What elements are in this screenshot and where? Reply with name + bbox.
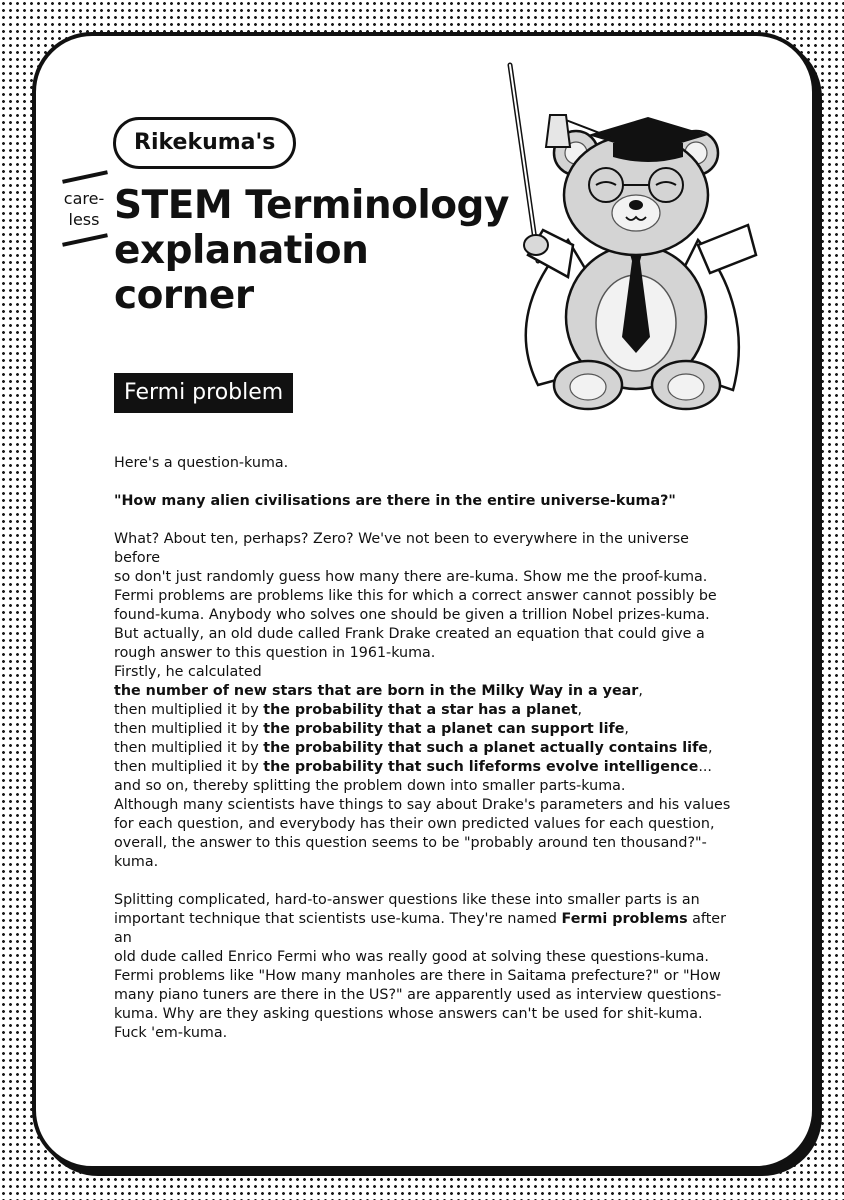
paragraph-1-line: found-kuma. Anybody who solves one should be given a trillion Nobel prizes-kuma. [114, 607, 710, 623]
step-punct: , [624, 721, 629, 737]
step-punct: , [577, 702, 583, 718]
step-punct: ... [698, 759, 712, 775]
step-prefix: then multiplied it by [114, 721, 264, 737]
step-prefix: then multiplied it by [114, 740, 264, 756]
step-punct: , [708, 740, 713, 756]
paragraph-3-line: Splitting complicated, hard-to-answer questions like these into smaller parts is an [114, 892, 700, 908]
step-term: the probability that such a planet actually contains life [263, 740, 708, 756]
step-term: the probability that a star has a planet [263, 702, 578, 718]
paragraph-1-line: rough answer to this question in 1961-kuma. [114, 645, 436, 661]
series-label: Rikekuma's [113, 117, 296, 169]
paragraph-1-line: so don't just randomly guess how many there are-kuma. Show me the proof-kuma. [114, 569, 708, 585]
paragraph-1-line: Fermi problems are problems like this for which a correct answer cannot possibly be [114, 588, 717, 604]
drake-step-5 [114, 758, 734, 777]
careless-label [60, 188, 108, 230]
question-line: "How many alien civilisations are there in the entire universe-kuma?" [114, 493, 676, 509]
drake-step-4 [114, 739, 734, 758]
drake-step-2 [114, 701, 734, 720]
careless-line-1: care- [63, 189, 105, 208]
paragraph-2-line: kuma. [114, 854, 159, 870]
paragraph-2-line: overall, the answer to this question seems to be "probably around ten thousand?"- [114, 835, 707, 851]
title-line-2: explanation corner [114, 228, 369, 318]
p3-text-post: after an [114, 911, 726, 946]
step-term: the probability that a planet can support life [263, 721, 625, 737]
paragraph-1-line: But actually, an old dude called Frank Drake created an equation that could give a [114, 626, 705, 642]
page-title [114, 183, 514, 318]
p3-text-pre: important technique that scientists use-kuma. They're named [114, 911, 562, 927]
drake-step-1 [114, 682, 734, 701]
paragraph-3-line: kuma. Why are they asking questions whose answers can't be used for shit-kuma. [114, 1006, 703, 1022]
professor-bear-illustration [498, 55, 768, 415]
section-title: Fermi problem [114, 373, 293, 413]
paragraph-2-line: and so on, thereby splitting the problem down into smaller parts-kuma. [114, 778, 626, 794]
paragraph-1-line: What? About ten, perhaps? Zero? We've not been to everywhere in the universe before [114, 531, 689, 566]
careless-line-2: less [68, 210, 100, 229]
paragraph-2-line: for each question, and everybody has their own predicted values for each question, [114, 816, 715, 832]
step-term: the probability that such lifeforms evolve intelligence [263, 759, 699, 775]
paragraph-3-line: Fuck 'em-kuma. [114, 1025, 228, 1041]
paragraph-3-line: many piano tuners are there in the US?" are apparently used as interview questions- [114, 987, 722, 1003]
paragraph-2-line: Although many scientists have things to say about Drake's parameters and his values [114, 797, 731, 813]
drake-step-3 [114, 720, 734, 739]
step-term: the number of new stars that are born in the Milky Way in a year [114, 683, 639, 699]
step-prefix: then multiplied it by [114, 759, 264, 775]
step-prefix: then multiplied it by [114, 702, 264, 718]
intro-line: Here's a question-kuma. [114, 455, 289, 471]
fermi-problems-term: Fermi problems [561, 911, 688, 927]
paragraph-3-line: Fermi problems like "How many manholes are there in Saitama prefecture?" or "How [114, 968, 721, 984]
step-punct: , [638, 683, 643, 699]
title-line-1: STEM Terminology [114, 183, 509, 228]
paragraph-3-line: old dude called Enrico Fermi who was really good at solving these questions-kuma. [114, 949, 709, 965]
article-body [114, 454, 734, 1043]
paragraph-1-line: Firstly, he calculated [114, 664, 262, 680]
paragraph-3-line [114, 910, 734, 948]
